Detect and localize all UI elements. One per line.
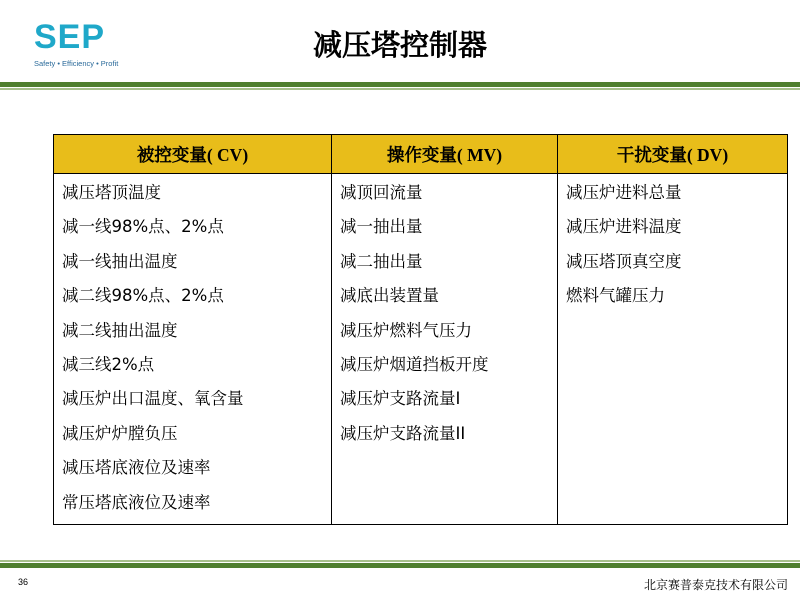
cv-item: 减二线98%点、2%点 bbox=[62, 286, 224, 306]
logo-tagline: Safety • Efficiency • Profit bbox=[34, 59, 119, 68]
mv-item: 减二抽出量 bbox=[340, 251, 423, 271]
page-number: 36 bbox=[18, 577, 29, 587]
dv-item: 减压炉进料总量 bbox=[566, 183, 682, 202]
mv-item: 减压炉支路流量I bbox=[340, 389, 461, 409]
variables-table bbox=[53, 134, 788, 525]
mv-item: 减一抽出量 bbox=[340, 217, 423, 237]
cv-item: 减压炉出口温度、氧含量 bbox=[62, 389, 244, 409]
mv-item: 减底出装置量 bbox=[340, 286, 439, 306]
header-mv bbox=[332, 135, 558, 174]
header-dv-latin: ( DV) bbox=[686, 144, 729, 165]
table-header-row bbox=[54, 135, 788, 174]
cv-item: 减压塔顶温度 bbox=[62, 183, 161, 202]
dv-column bbox=[558, 174, 788, 525]
header-cv-cn: 被控变量 bbox=[136, 145, 207, 166]
dv-item: 减压炉进料温度 bbox=[566, 217, 682, 237]
dv-item: 燃料气罐压力 bbox=[566, 286, 665, 306]
cv-item: 减一线抽出温度 bbox=[62, 251, 178, 271]
cv-item: 常压塔底液位及速率 bbox=[62, 492, 211, 512]
bottom-divider bbox=[0, 563, 800, 568]
cv-item: 减压炉炉膛负压 bbox=[62, 423, 178, 443]
header-cv-latin: ( CV) bbox=[206, 144, 249, 165]
logo-wordmark: SEP bbox=[34, 18, 106, 56]
top-divider-light bbox=[0, 88, 800, 90]
header-dv-cn: 干扰变量 bbox=[616, 145, 687, 166]
cv-column bbox=[54, 174, 332, 525]
mv-column bbox=[332, 174, 558, 525]
cv-item: 减一线98%点、2%点 bbox=[62, 217, 224, 237]
header-cv bbox=[54, 135, 332, 174]
cv-item: 减二线抽出温度 bbox=[62, 320, 178, 340]
top-divider bbox=[0, 82, 800, 87]
header-mv-cn: 操作变量 bbox=[386, 145, 457, 166]
company-name: 北京赛普泰克技术有限公司 bbox=[643, 578, 788, 592]
mv-item: 减压炉烟道挡板开度 bbox=[340, 354, 489, 374]
header-dv bbox=[558, 135, 788, 174]
cv-item: 减压塔底液位及速率 bbox=[62, 458, 211, 478]
table-body-row bbox=[54, 174, 788, 525]
cv-item: 减三线2%点 bbox=[62, 354, 155, 374]
bottom-divider-light bbox=[0, 560, 800, 562]
page-title: 减压塔控制器 bbox=[312, 28, 487, 62]
mv-item: 减压炉支路流量II bbox=[340, 423, 466, 443]
mv-item: 减压炉燃料气压力 bbox=[340, 320, 472, 340]
dv-item: 减压塔顶真空度 bbox=[566, 251, 682, 271]
mv-item: 减顶回流量 bbox=[340, 183, 423, 202]
header-mv-latin: ( MV) bbox=[456, 144, 503, 165]
